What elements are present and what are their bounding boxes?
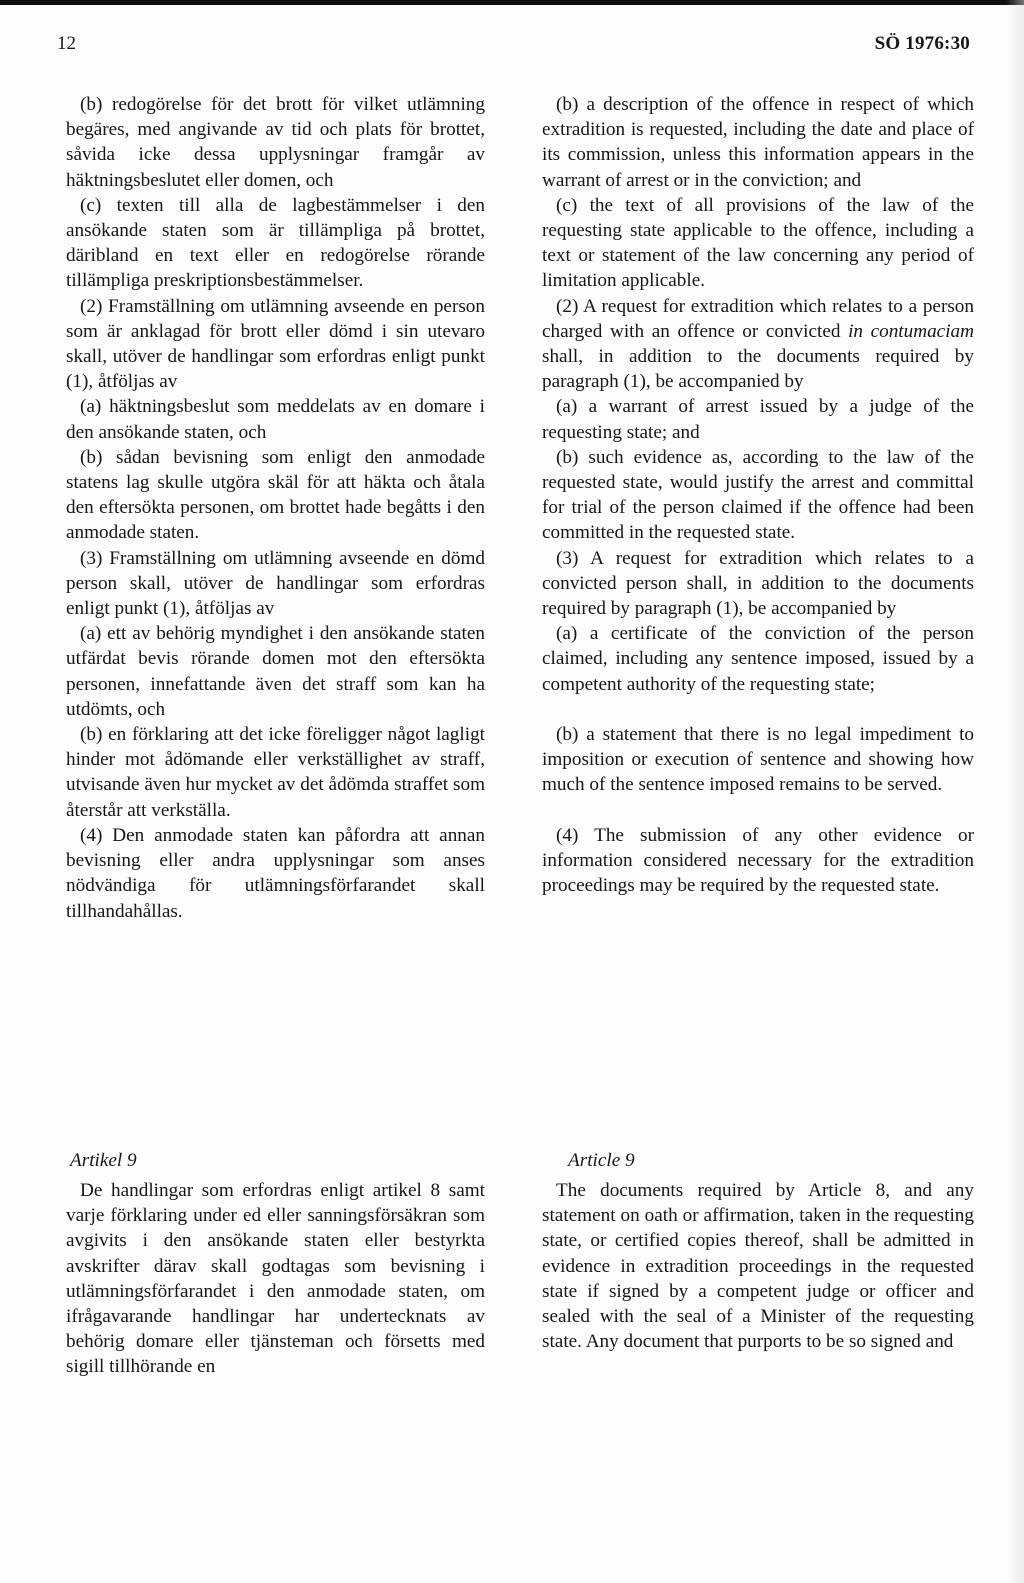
sv-paragraph-3: (3) Framställning om utlämning avseende en dömd person skall, utöver de handlingar som erfordras enligt punkt (1), åtföljas av <box>66 547 485 620</box>
sv-article-heading: Artikel 9 <box>70 1150 137 1171</box>
scan-top-edge <box>0 0 1024 5</box>
sv-paragraph-4: (4) Den anmodade staten kan påfordra att annan bevisning eller andra upplysningar som anses nödvändiga för utlämningsförfarandet skall tillhandahållas. <box>66 824 485 922</box>
sv-paragraph-1c: (c) texten till alla de lagbestämmelser i den ansökande staten som är tillämpliga på brottet, däribland en text eller en redogörelse rörande tillämpliga preskriptionsbestämmelser. <box>66 194 485 292</box>
en-paragraph-3b: (b) a statement that there is no legal impediment to imposition or execution of sentence and showing how much of the sentence imposed remains to be served. <box>542 724 974 796</box>
en-paragraph-4: (4) The submission of any other evidence or information considered necessary for the extradition proceedings may be required by the requested state. <box>542 824 974 897</box>
swedish-column <box>66 92 485 924</box>
page-header <box>57 33 970 63</box>
en-article-heading: Article 9 <box>568 1150 635 1171</box>
document-reference: SÖ 1976:30 <box>874 33 970 54</box>
en-paragraph-2b: (b) such evidence as, according to the law of the requested state, would justify the arrest and committal for trial of the person claimed if the offence had been committed in the requested state. <box>542 446 974 544</box>
sv-article-paragraph: De handlingar som erfordras enligt artikel 8 samt varje förklaring under ed eller sanningsförsäkran som avgivits i den ansökande staten eller bestyrkta avskrifter därav skall godtagas som bevisning i utlämningsförfarandet i den anmodade staten, om ifrågavarande handlingar har undertecknats av behörig domare eller tjänsteman och försetts med sigill tillhörande en <box>66 1180 485 1378</box>
en-paragraph-2a: (a) a warrant of arrest issued by a judge of the requesting state; and <box>542 396 974 443</box>
sv-paragraph-2b: (b) sådan bevisning som enligt den anmodade statens lag skulle utgöra skäl för att häkta och åtala den eftersökta personen, om brottet hade begåtts i den anmodade staten. <box>66 446 485 544</box>
en-paragraph-2-end: shall, in addition to the documents required by paragraph (1), be accompanied by <box>542 346 974 393</box>
page-number: 12 <box>57 33 76 54</box>
sv-article-body <box>66 1178 485 1380</box>
english-column <box>542 92 974 898</box>
en-paragraph-2-start: (2) A request for extradition which relates to a person charged with an offence or convicted <box>542 295 974 342</box>
sv-paragraph-2: (2) Framställning om utlämning avseende en person som är anklagad för brott eller dömd i sin utevaro skall, utöver de handlingar som erfordras enligt punkt (1), åtföljas av <box>66 295 485 393</box>
en-paragraph-2 <box>542 294 974 395</box>
sv-paragraph-3b: (b) en förklaring att det icke föreligger något lagligt hinder mot ådömande eller verkställighet av straff, utvisande även hur mycket av det ådömda straffet som återstår att verkställa. <box>66 724 485 821</box>
en-paragraph-2-latin: in contumaciam <box>848 320 974 342</box>
en-article-body <box>542 1178 974 1354</box>
en-paragraph-1b: (b) a description of the offence in respect of which extradition is requested, including the date and place of its commission, unless this information appears in the warrant of arrest or in the conviction; and <box>542 94 974 191</box>
sv-paragraph-2a: (a) häktningsbeslut som meddelats av en domare i den ansökande staten, och <box>66 396 485 443</box>
sv-paragraph-3a: (a) ett av behörig myndighet i den ansökande staten utfärdat bevis rörande domen mot den eftersökta personen, innefattande även det straff som kan ha utdömts, och <box>66 623 485 720</box>
en-paragraph-1c: (c) the text of all provisions of the law of the requesting state applicable to the offence, including a text or statement of the law concerning any period of limitation applicable. <box>542 194 974 292</box>
en-article-paragraph: The documents required by Article 8, and any statement on oath or affirmation, taken in the requesting state, or certified copies thereof, shall be admitted in evidence in extradition proceedings in the requested state if signed by a competent judge or officer and sealed with the seal of a Minister of the requesting state. Any document that purports to be so signed and <box>542 1180 974 1353</box>
sv-paragraph-1b: (b) redogörelse för det brott för vilket utlämning begäres, med angivande av tid och plats för brottet, såvida icke dessa upplysningar framgår av häktningsbeslutet eller domen, och <box>66 94 485 191</box>
scan-right-edge <box>1006 0 1024 1583</box>
en-paragraph-3: (3) A request for extradition which relates to a convicted person shall, in addition to the documents required by paragraph (1), be accompanied by <box>542 547 974 620</box>
en-paragraph-3a: (a) a certificate of the conviction of the person claimed, including any sentence imposed, issued by a competent authority of the requesting state; <box>542 623 974 695</box>
